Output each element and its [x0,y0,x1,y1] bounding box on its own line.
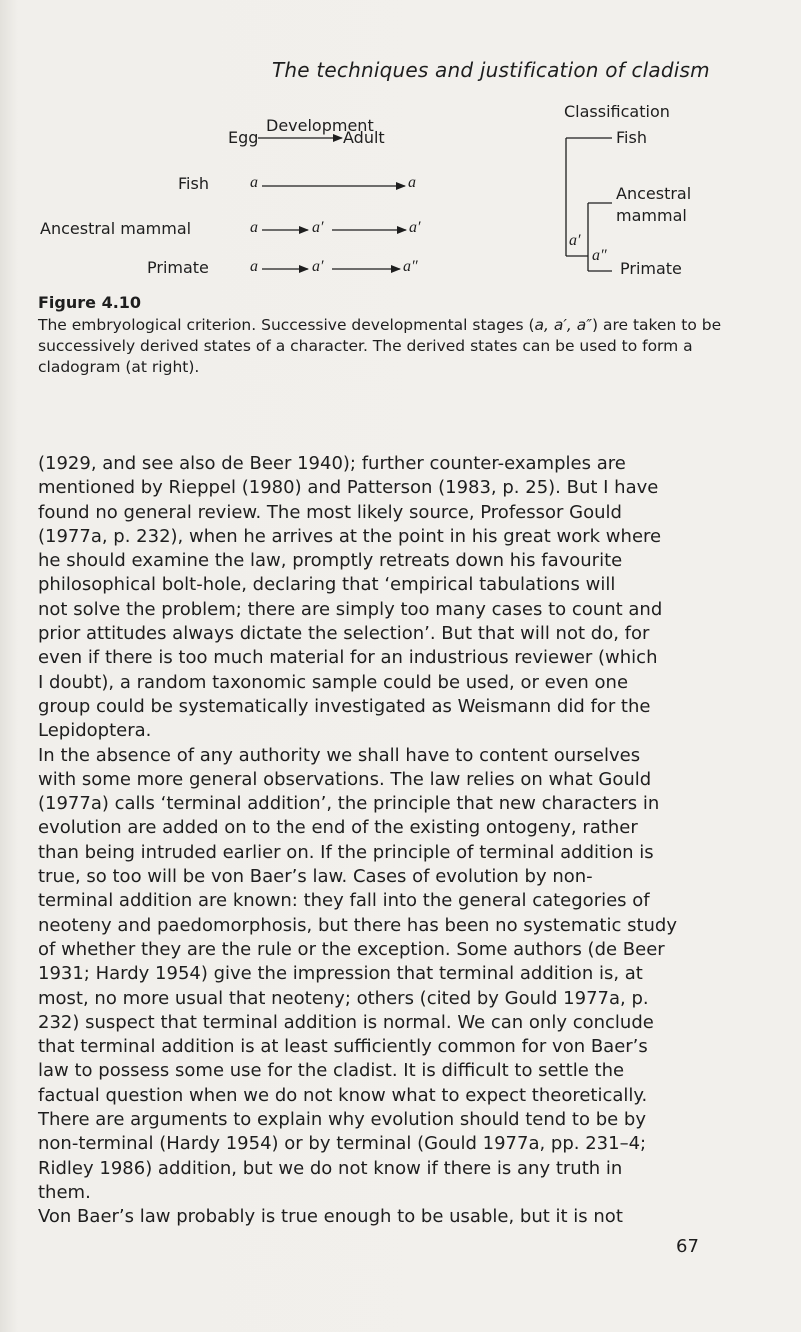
primate-stage-2: a′ [312,258,324,275]
body-text [38,452,722,1230]
body-line: not solve the problem; there are simply too many cases to count and [38,598,663,620]
mammal-stage-2: a′ [312,219,324,236]
body-line: (1977a, p. 232), when he arrives at the point in his great work where [38,525,662,547]
body-line: terminal addition are known: they fall into the general categories of [38,890,650,912]
body-line: group could be systematically investigated as Weismann did for the [38,695,651,717]
primate-stage-3: a″ [403,258,418,275]
body-line: (1977a) calls ‘terminal addition’, the principle that new characters in [38,793,660,815]
body-line: There are arguments to explain why evolution should tend to be by [38,1109,647,1131]
fish-stage-2: a [408,174,416,191]
fish-stage-1: a [250,174,258,191]
figure-caption-title: Figure 4.10 [38,293,142,312]
figure-embryological-criterion [0,0,801,300]
cladogram-taxon-ancestral: Ancestral [616,184,692,203]
body-line: found no general review. The most likely source, Professor Gould [38,501,622,523]
body-line: non-terminal (Hardy 1954) or by terminal (Gould 1977a, pp. 231–4; [38,1133,647,1155]
cladogram-node-a-double-prime: a″ [592,247,607,264]
caption-stages: a, a′, a″ [534,316,593,334]
row-label-ancestral-mammal: Ancestral mammal [40,219,192,238]
row-label-primate: Primate [147,258,209,277]
page-number: 67 [676,1236,699,1257]
body-line: evolution are added on to the end of the existing ontogeny, rather [38,817,638,839]
body-line: prior attitudes always dictate the selection’. But that will not do, for [38,623,650,645]
body-line: I doubt), a random taxonomic sample could be used, or even one [38,671,629,693]
body-line: (1929, and see also de Beer 1940); further counter-examples are [38,453,626,474]
caption-text-pre: The embryological criterion. Successive developmental stages ( [38,316,535,334]
row-label-fish: Fish [178,174,209,193]
mammal-stage-3: a′ [409,219,421,236]
adult-label: Adult [343,128,385,147]
body-line: Von Baer’s law probably is true enough to be usable, but it is not [38,1206,623,1228]
body-line: factual question when we do not know what to expect theoretically. [38,1084,648,1106]
development-label: Development [266,116,374,135]
cladogram-title: Classification [564,102,670,121]
body-line: most, no more usual that neoteny; others (cited by Gould 1977a, p. [38,987,649,1009]
cladogram-taxon-mammal: mammal [616,206,687,225]
body-line: that terminal addition is at least sufficiently common for von Baer’s [38,1036,648,1058]
body-line: of whether they are the rule or the exception. Some authors (de Beer [38,938,665,960]
body-line: Ridley 1986) addition, but we do not know if there is any truth in [38,1157,623,1179]
body-line: mentioned by Rieppel (1980) and Patterson (1983, p. 25). But I have [38,477,659,499]
body-line: law to possess some use for the cladist. It is difficult to settle the [38,1060,625,1082]
cladogram-taxon-fish: Fish [616,128,647,147]
body-line: he should examine the law, promptly retreats down his favourite [38,550,623,572]
mammal-stage-1: a [250,219,258,236]
body-line: 232) suspect that terminal addition is normal. We can only conclude [38,1011,654,1033]
body-line: philosophical bolt-hole, declaring that ‘empirical tabulations will [38,574,616,596]
body-line: with some more general observations. The law relies on what Gould [38,768,652,790]
body-line: 1931; Hardy 1954) give the impression that terminal addition is, at [38,963,643,985]
primate-stage-1: a [250,258,258,275]
body-line: Lepidoptera. [38,720,152,742]
body-line: them. [38,1181,91,1203]
body-line: even if there is too much material for an industrious reviewer (which [38,647,658,669]
body-line: In the absence of any authority we shall have to content ourselves [38,744,641,766]
cladogram-taxon-primate: Primate [620,259,682,278]
body-line: true, so too will be von Baer’s law. Cases of evolution by non- [38,866,593,888]
caption-text-post: ) are taken to be successively derived states of a character. The derived states can be used to form a cladogram (at right). [38,316,722,376]
figure-caption [38,315,723,378]
running-head: The techniques and justification of cladism [272,58,710,82]
body-line: neoteny and paedomorphosis, but there has been no systematic study [38,914,677,936]
body-line: than being intruded earlier on. If the principle of terminal addition is [38,841,654,863]
egg-label: Egg [228,128,259,147]
figure-lines [0,0,801,300]
cladogram-node-a-prime: a′ [569,232,581,249]
